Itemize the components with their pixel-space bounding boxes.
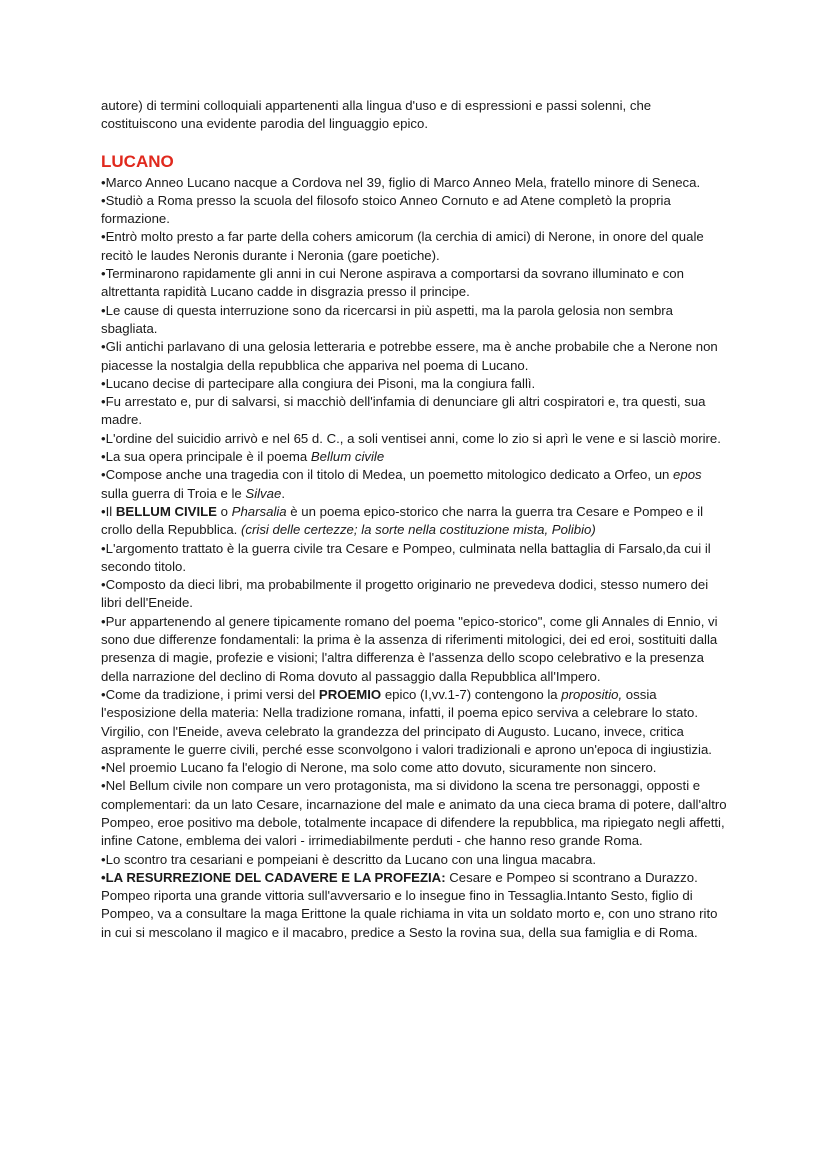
paragraph-jealousy: •Gli antichi parlavano di una gelosia letteraria e potrebbe essere, ma è anche probabile che a Nerone non piacesse la nostalgia della repubblica che appariva nel poema di Lucano. [101,339,718,373]
paragraph-cohors: •Entrò molto presto a far parte della cohers amicorum (la cerchia di amici) di Nerone, in onore del quale recitò le laudes Neronis durante i Neronia (gare poetiche). [101,229,704,263]
italic-note: (crisi delle certezze; la sorte nella costituzione mista, Polibio) [241,522,596,538]
bold-heading: •LA RESURREZIONE DEL CADAVERE E LA PROFEZIA: [101,869,446,885]
paragraph-causes: •Le cause di questa interruzione sono da ricercarsi in più aspetti, ma la parola gelosia non sembra sbagliata. [101,302,674,336]
text-run: •La sua opera principale è il poema [101,449,311,465]
paragraph-disgrace: •Terminarono rapidamente gli anni in cui Nerone aspirava a comportarsi da sovrano illuminato e con altrettanta rapidità Lucano cadde in disgrazia presso il principe. [101,266,684,300]
text-run: ossia l'esposizione della materia: Nella tradizione romana, infatti, il poema epico serviva a celebrare lo stato. Virgilio, con l'Eneide, aveva celebrato la grandezza del principato di Augusto. Lucano, invece, critica aspramente le guerre civili, perché esse sconvolgono i valori tradizionali e aprono un'epoca di ingiustizia. [101,686,712,757]
italic-title: Bellum civile [310,449,385,465]
paragraph-battle: •Lo scontro tra cesariani e pompeiani è descritto da Lucano con una lingua macabra. [101,851,597,867]
paragraph-other-works [101,466,731,503]
paragraph-birth: •Marco Anneo Lucano nacque a Cordova nel 39, figlio di Marco Anneo Mela, fratello minore di Seneca. [101,174,701,190]
text-run: •Come da tradizione, i primi versi del [101,686,319,702]
text-run: è un poema epico-storico che narra la guerra tra Cesare e Pompeo e il crollo della Repubblica. [101,503,703,538]
intro-paragraph: autore) di termini colloquiali appartenenti alla lingua d'uso e di espressioni e passi solenni, che costituiscono una evidente parodia del linguaggio epico. [101,98,652,132]
paragraph-proemio [101,686,731,759]
paragraph-bellum-civile [101,503,731,540]
text-run: •Compose anche una tragedia con il titolo di Medea, un poemetto mitologico dedicato a Orfeo, un [101,467,674,483]
italic-title: Silvae [245,485,282,501]
text-run: epico (I,vv.1-7) contengono la [381,686,562,702]
italic-title: Pharsalia [231,503,287,519]
italic-term: epos [673,467,702,483]
paragraph-subject: •L'argomento trattato è la guerra civile tra Cesare e Pompeo, culminata nella battaglia di Farsalo,da cui il secondo titolo. [101,540,711,574]
section-title: LUCANO [101,151,174,171]
text-run: . [281,485,285,501]
paragraph-nero-praise: •Nel proemio Lucano fa l'elogio di Nerone, ma solo come atto dovuto, sicuramente non sincero. [101,760,657,776]
document-page [101,97,731,942]
bold-term: PROEMIO [318,686,382,702]
paragraph-conspiracy: •Lucano decise di partecipare alla congiura dei Pisoni, ma la congiura fallì. [101,375,536,391]
paragraph-main-work [101,448,731,466]
text-run: sulla guerra di Troia e le [101,485,246,501]
paragraph-suicide: •L'ordine del suicidio arrivò e nel 65 d. C., a soli ventisei anni, come lo zio si aprì le vene e si lasciò morire. [101,430,721,446]
text-run: •Il [101,503,116,519]
paragraph-differences: •Pur appartenendo al genere tipicamente romano del poema "epico-storico", come gli Annales di Ennio, vi sono due differenze fondamentali: la prima è la assenza di riferimenti mitologici, dei ed eroi, sostituiti dalla presenza di magie, profezie e visioni; l'altra differenza è l'assenza dello scopo celebrativo e la presenza della narrazione del declino di Roma dovuto al passaggio dalla Repubblica all'Impero. [101,613,718,684]
bold-term: BELLUM CIVILE [115,503,217,519]
paragraph-resurrection [101,869,731,942]
paragraph-characters: •Nel Bellum civile non compare un vero protagonista, ma si dividono la scena tre personaggi, opposti e complementari: da un lato Cesare, incarnazione del male e animato da una cieca brama di potere, dall'altro Pompeo, eroe positivo ma debole, totalmente incapace di difendere la repubblica, ma ripiegato negli affetti, infine Catone, emblema dei valori - irrimediabilmente perduti - che hanno reso grande Roma. [101,778,727,849]
text-run: o [216,503,232,519]
paragraph-arrest: •Fu arrestato e, pur di salvarsi, si macchiò dell'infamia di denunciare gli altri cospiratori e, tra questi, sua madre. [101,394,706,428]
paragraph-books: •Composto da dieci libri, ma probabilmente il progetto originario ne prevedeva dodici, stesso numero dei libri dell'Eneide. [101,577,709,611]
paragraph-studies: •Studiò a Roma presso la scuola del filosofo stoico Anneo Cornuto e ad Atene completò la propria formazione. [101,192,671,227]
italic-term: propositio, [561,686,623,702]
text-run: Cesare e Pompeo si scontrano a Durazzo. Pompeo riporta una grande vittoria sull'avversario e lo insegue fino in Tessaglia.Intanto Sesto, figlio di Pompeo, va a consultare la maga Erittone la quale richiama in vita un soldato morto e, con uno strano rito in cui si mescolano il magico e il macabro, predice a Sesto la rovina sua, della sua famiglia e di Roma. [101,869,718,940]
